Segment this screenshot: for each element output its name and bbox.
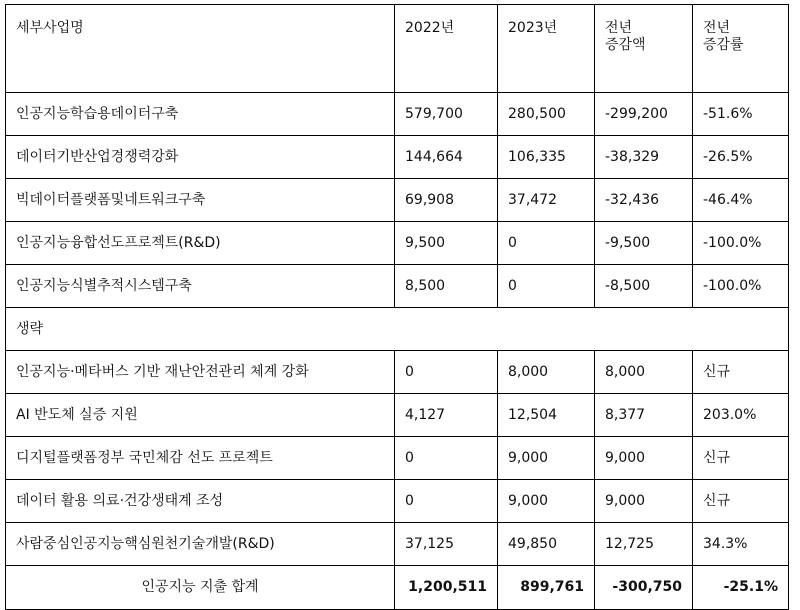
table-header-row	[6, 5, 789, 93]
table-row	[6, 222, 789, 265]
cell-yoy-change-rate: -26.5%	[693, 136, 789, 179]
header-rate-line2: 증감률	[703, 37, 744, 53]
cell-yoy-change-rate: 34.3%	[693, 523, 789, 566]
ai-budget-table	[5, 4, 789, 610]
cell-value-2022: 9,500	[395, 222, 498, 265]
cell-project-name: AI 반도체 실증 지원	[6, 394, 395, 437]
cell-project-name: 디지털플랫폼정부 국민체감 선도 프로젝트	[6, 437, 395, 480]
cell-value-2022: 579,700	[395, 93, 498, 136]
header-project-name: 세부사업명	[6, 5, 395, 93]
cell-project-name: 데이터 활용 의료·건강생태계 조성	[6, 480, 395, 523]
cell-value-2022: 0	[395, 351, 498, 394]
cell-yoy-change-amount: -8,500	[595, 265, 693, 308]
cell-value-2022: 37,125	[395, 523, 498, 566]
cell-yoy-change-rate: 신규	[693, 351, 789, 394]
total-rate: -25.1%	[693, 566, 789, 610]
table-row	[6, 394, 789, 437]
cell-yoy-change-amount: 8,000	[595, 351, 693, 394]
table-row	[6, 480, 789, 523]
cell-yoy-change-amount: 8,377	[595, 394, 693, 437]
total-row	[6, 566, 789, 610]
cell-value-2023: 9,000	[498, 437, 595, 480]
cell-yoy-change-amount: -32,436	[595, 179, 693, 222]
cell-value-2023: 12,504	[498, 394, 595, 437]
cell-project-name: 데이터기반산업경쟁력강화	[6, 136, 395, 179]
cell-value-2022: 0	[395, 480, 498, 523]
table-row	[6, 265, 789, 308]
cell-yoy-change-rate: 203.0%	[693, 394, 789, 437]
table-row	[6, 179, 789, 222]
table-row	[6, 523, 789, 566]
cell-yoy-change-amount: -38,329	[595, 136, 693, 179]
total-diff: -300,750	[595, 566, 693, 610]
cell-value-2023: 106,335	[498, 136, 595, 179]
cell-project-name: 사람중심인공지능핵심원천기술개발(R&D)	[6, 523, 395, 566]
header-yoy-change-amount	[595, 5, 693, 93]
table-row	[6, 351, 789, 394]
cell-yoy-change-amount: 9,000	[595, 437, 693, 480]
cell-yoy-change-amount: 9,000	[595, 480, 693, 523]
cell-project-name: 인공지능융합선도프로젝트(R&D)	[6, 222, 395, 265]
cell-yoy-change-rate: -46.4%	[693, 179, 789, 222]
cell-yoy-change-rate: 신규	[693, 480, 789, 523]
table-row	[6, 136, 789, 179]
cell-yoy-change-rate: -100.0%	[693, 265, 789, 308]
header-2022: 2022년	[395, 5, 498, 93]
total-2023: 899,761	[498, 566, 595, 610]
total-label: 인공지능 지출 합계	[6, 566, 395, 610]
cell-yoy-change-amount: -299,200	[595, 93, 693, 136]
cell-value-2022: 8,500	[395, 265, 498, 308]
cell-value-2022: 4,127	[395, 394, 498, 437]
total-2022: 1,200,511	[395, 566, 498, 610]
cell-value-2022: 0	[395, 437, 498, 480]
table-row	[6, 93, 789, 136]
cell-yoy-change-rate: -51.6%	[693, 93, 789, 136]
cell-value-2023: 280,500	[498, 93, 595, 136]
cell-value-2023: 0	[498, 265, 595, 308]
cell-project-name: 인공지능·메타버스 기반 재난안전관리 체계 강화	[6, 351, 395, 394]
cell-project-name: 빅데이터플랫폼및네트워크구축	[6, 179, 395, 222]
header-diff-line1: 전년	[605, 20, 633, 36]
cell-value-2022: 69,908	[395, 179, 498, 222]
cell-project-name: 인공지능학습용데이터구축	[6, 93, 395, 136]
header-diff-line2: 증감액	[605, 37, 646, 53]
cell-yoy-change-amount: -9,500	[595, 222, 693, 265]
cell-value-2023: 49,850	[498, 523, 595, 566]
header-rate-line1: 전년	[703, 20, 731, 36]
cell-value-2022: 144,664	[395, 136, 498, 179]
cell-value-2023: 8,000	[498, 351, 595, 394]
omitted-row	[6, 308, 789, 351]
cell-yoy-change-rate: 신규	[693, 437, 789, 480]
table-row	[6, 437, 789, 480]
cell-yoy-change-rate: -100.0%	[693, 222, 789, 265]
header-2023: 2023년	[498, 5, 595, 93]
cell-value-2023: 0	[498, 222, 595, 265]
cell-value-2023: 9,000	[498, 480, 595, 523]
cell-value-2023: 37,472	[498, 179, 595, 222]
header-yoy-change-rate	[693, 5, 789, 93]
cell-project-name: 인공지능식별추적시스템구축	[6, 265, 395, 308]
cell-yoy-change-amount: 12,725	[595, 523, 693, 566]
omitted-label: 생략	[6, 308, 789, 351]
